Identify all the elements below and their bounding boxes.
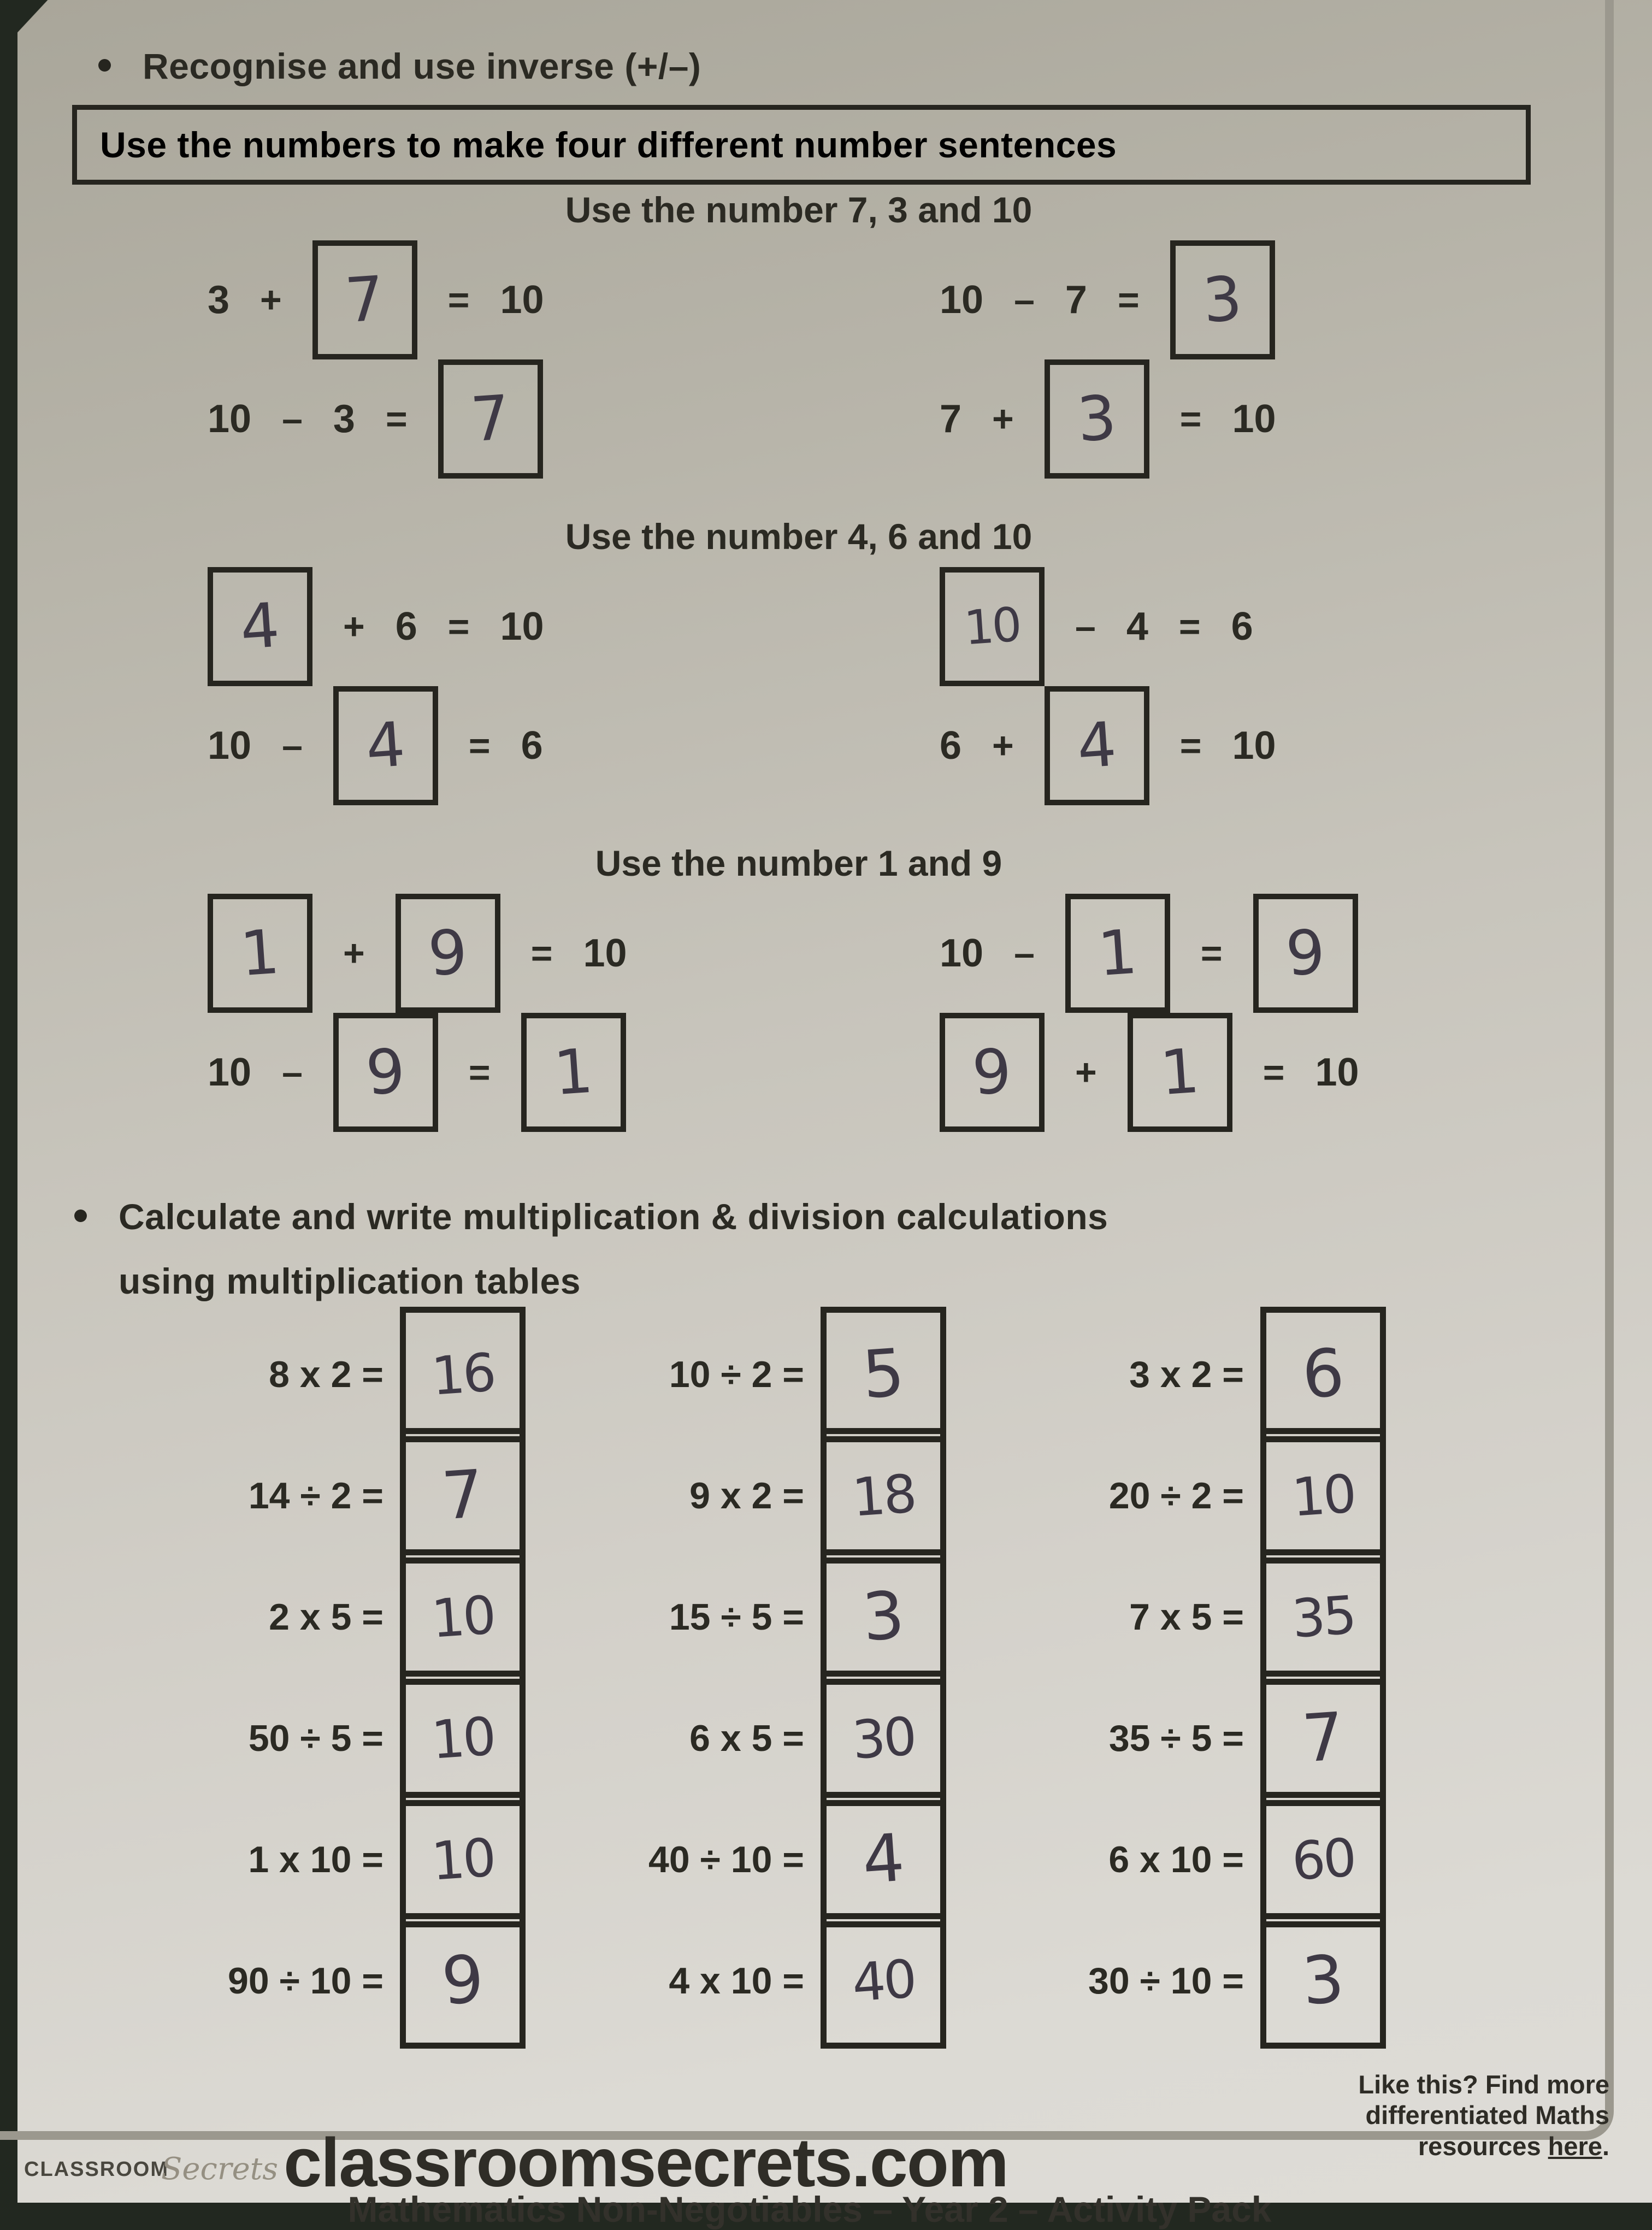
- handwritten-answer: 10: [429, 1584, 496, 1650]
- answer-box: [821, 1913, 946, 2049]
- times-table-problem: [946, 1307, 1386, 1442]
- printed-number: 10: [583, 931, 627, 975]
- operator: =: [468, 1052, 491, 1093]
- printed-number: 10: [208, 397, 252, 441]
- handwritten-answer: 4: [238, 589, 282, 664]
- equation-row: [17, 359, 1580, 479]
- classroom-secrets-logo: [24, 2148, 279, 2187]
- answer-box: [400, 1913, 526, 2049]
- answer-box: [821, 1671, 946, 1806]
- bullet-dot-icon: [98, 59, 111, 72]
- answer-box: [400, 1307, 526, 1442]
- answer-box: [208, 894, 312, 1013]
- operator: =: [1117, 279, 1140, 321]
- times-table-problem: [526, 1792, 946, 1927]
- handwritten-answer: 1: [1095, 916, 1140, 990]
- answer-box: [208, 567, 312, 686]
- equation-row: [17, 686, 1580, 805]
- handwritten-answer: 3: [1200, 263, 1244, 337]
- printed-number: 10: [1232, 397, 1276, 441]
- handwritten-answer: 3: [1300, 1941, 1347, 2020]
- printed-number: 10: [1232, 724, 1276, 768]
- operator: =: [1179, 398, 1202, 440]
- times-table-problem: [526, 1671, 946, 1806]
- number-sentence: [208, 240, 544, 359]
- handwritten-answer: 4: [363, 709, 408, 783]
- promo-line-3-suffix: .: [1602, 2131, 1609, 2161]
- printed-number: 7: [1065, 278, 1087, 322]
- operator: =: [385, 398, 408, 440]
- handwritten-answer: 1: [551, 1035, 595, 1110]
- answer-box: [940, 1013, 1045, 1132]
- handwritten-answer: 5: [860, 1335, 907, 1414]
- handwritten-answer: 1: [238, 916, 282, 990]
- answer-box: [1045, 686, 1149, 805]
- printed-number: 4: [1126, 605, 1148, 648]
- answer-box: [333, 1013, 438, 1132]
- handwritten-answer: 3: [860, 1577, 907, 1656]
- number-sentence: [208, 1013, 626, 1132]
- times-tables-grid: [83, 1307, 1394, 2034]
- answer-box: [1260, 1307, 1386, 1442]
- answer-box: [821, 1307, 946, 1442]
- problem-text: 14 ÷ 2 =: [248, 1475, 384, 1517]
- promo-line-2: differentiated Maths: [1365, 2101, 1609, 2130]
- answer-box: [1260, 1913, 1386, 2049]
- number-sentence: [208, 359, 543, 479]
- number-sentence: [208, 686, 543, 805]
- problem-text: 35 ÷ 5 =: [1108, 1718, 1244, 1759]
- handwritten-answer: 7: [439, 1456, 486, 1535]
- number-sentence-section: [17, 185, 1580, 511]
- answer-box: [1260, 1428, 1386, 1564]
- answer-box: [1253, 894, 1358, 1013]
- footer-pack-info: Mathematics Non-Negotiables – Year 2 – Activity Pack: [347, 2189, 1272, 2229]
- number-sentence: [940, 240, 1275, 359]
- times-table-problem: [83, 1792, 526, 1927]
- problem-text: 2 x 5 =: [269, 1596, 384, 1638]
- times-table-problem: [526, 1913, 946, 2049]
- printed-number: 7: [940, 397, 962, 441]
- operator: =: [1179, 725, 1202, 766]
- handwritten-answer: 7: [468, 382, 512, 456]
- operator: +: [343, 933, 365, 974]
- instruction-text: Use the numbers to make four different number sentences: [100, 125, 1117, 165]
- printed-number: 3: [208, 278, 230, 322]
- problem-text: 15 ÷ 5 =: [669, 1596, 804, 1638]
- problem-text: 10 ÷ 2 =: [669, 1354, 804, 1395]
- printed-number: 10: [1315, 1051, 1359, 1094]
- handwritten-answer: 6: [1300, 1335, 1347, 1414]
- times-table-problem: [83, 1307, 526, 1442]
- answer-box: [438, 359, 543, 479]
- number-sentence: [208, 567, 544, 686]
- answer-box: [940, 567, 1045, 686]
- handwritten-answer: 10: [962, 597, 1022, 656]
- printed-number: 10: [500, 605, 544, 648]
- handwritten-answer: 9: [426, 916, 470, 990]
- handwritten-answer: 10: [429, 1706, 496, 1771]
- times-table-row: [83, 1913, 1394, 2034]
- times-table-problem: [83, 1549, 526, 1685]
- answer-box: [821, 1792, 946, 1927]
- problem-text: 40 ÷ 10 =: [648, 1839, 804, 1880]
- operator: +: [1075, 1052, 1097, 1093]
- number-sentence: [940, 686, 1276, 805]
- logo-secrets-script: Secrets: [161, 2151, 279, 2187]
- answer-box: [1170, 240, 1275, 359]
- handwritten-answer: 16: [429, 1342, 496, 1407]
- times-table-problem: [946, 1549, 1386, 1685]
- times-table-problem: [83, 1671, 526, 1806]
- times-table-problem: [83, 1428, 526, 1564]
- answer-box: [521, 1013, 626, 1132]
- handwritten-answer: 9: [439, 1941, 486, 2020]
- operator: =: [447, 279, 470, 321]
- operator: =: [1262, 1052, 1285, 1093]
- answer-box: [400, 1792, 526, 1927]
- bullet-dot-icon: [74, 1210, 87, 1222]
- printed-number: 10: [208, 1051, 252, 1094]
- answer-box: [1260, 1792, 1386, 1927]
- answer-box: [1260, 1549, 1386, 1685]
- printed-number: 6: [395, 605, 417, 648]
- handwritten-answer: 1: [1158, 1035, 1202, 1110]
- section-heading: Use the number 4, 6 and 10: [565, 516, 1032, 557]
- section-heading: Use the number 1 and 9: [595, 843, 1002, 883]
- problem-text: 1 x 10 =: [248, 1839, 384, 1880]
- printed-number: 6: [1231, 605, 1253, 648]
- handwritten-answer: 40: [850, 1948, 917, 2014]
- objective-text: Recognise and use inverse (+/–): [143, 46, 701, 86]
- handwritten-answer: 7: [343, 263, 387, 337]
- number-sentence-section: [17, 511, 1580, 838]
- handwritten-answer: 18: [850, 1463, 917, 1529]
- times-table-row: [83, 1307, 1394, 1428]
- number-sentence: [940, 894, 1358, 1013]
- printed-number: 6: [940, 724, 962, 768]
- answer-box: [400, 1428, 526, 1564]
- problem-text: 20 ÷ 2 =: [1108, 1475, 1244, 1517]
- times-table-row: [83, 1428, 1394, 1549]
- operator: –: [282, 398, 303, 440]
- handwritten-answer: 9: [1283, 916, 1328, 990]
- number-sentence: [208, 894, 627, 1013]
- problem-text: 30 ÷ 10 =: [1088, 1960, 1244, 2002]
- times-table-problem: [946, 1792, 1386, 1927]
- equation-row: [17, 240, 1580, 359]
- times-table-row: [83, 1549, 1394, 1671]
- operator: +: [992, 725, 1014, 766]
- times-table-problem: [946, 1913, 1386, 2049]
- number-sentence-section: [17, 838, 1580, 1165]
- problem-text: 7 x 5 =: [1129, 1596, 1244, 1638]
- operator: =: [1178, 606, 1201, 647]
- operator: =: [468, 725, 491, 766]
- objective-text: Calculate and write multiplication & division calculations using multiplication tables: [119, 1196, 1108, 1301]
- promo-line-1: Like this? Find more: [1358, 2070, 1609, 2099]
- handwritten-answer: 35: [1290, 1584, 1356, 1650]
- handwritten-answer: 9: [363, 1035, 408, 1110]
- footer-site-url: classroomsecrets.com: [284, 2124, 1008, 2201]
- times-table-problem: [526, 1549, 946, 1685]
- times-table-row: [83, 1671, 1394, 1792]
- equation-row: [17, 1013, 1580, 1132]
- handwritten-answer: 30: [850, 1706, 917, 1771]
- handwritten-answer: 60: [1290, 1827, 1356, 1892]
- worksheet-paper: [17, 0, 1652, 2229]
- times-table-problem: [526, 1428, 946, 1564]
- number-sentence-sections: [17, 185, 1580, 1165]
- operator: +: [260, 279, 282, 321]
- answer-box: [333, 686, 438, 805]
- operator: +: [992, 398, 1014, 440]
- operator: –: [1075, 606, 1096, 647]
- printed-number: 10: [500, 278, 544, 322]
- logo-classroom-text: CLASSROOM: [24, 2158, 169, 2181]
- footer-promo-text: [1358, 2069, 1609, 2162]
- problem-text: 50 ÷ 5 =: [248, 1718, 384, 1759]
- objective-bullet-multiplication: [74, 1184, 1145, 1313]
- answer-box: [821, 1428, 946, 1564]
- operator: =: [1200, 933, 1223, 974]
- handwritten-answer: 10: [429, 1827, 496, 1892]
- answer-box: [1260, 1671, 1386, 1806]
- problem-text: 90 ÷ 10 =: [228, 1960, 384, 2002]
- problem-text: 3 x 2 =: [1129, 1354, 1244, 1395]
- printed-number: 10: [940, 931, 984, 975]
- printed-number: 10: [208, 724, 252, 768]
- answer-box: [1045, 359, 1149, 479]
- equation-row: [17, 567, 1580, 686]
- times-table-problem: [83, 1913, 526, 2049]
- operator: –: [282, 1052, 303, 1093]
- operator: –: [1014, 279, 1035, 321]
- handwritten-answer: 3: [1075, 382, 1119, 456]
- times-table-problem: [526, 1307, 946, 1442]
- promo-here-link: here: [1548, 2131, 1602, 2161]
- operator: =: [447, 606, 470, 647]
- answer-box: [821, 1549, 946, 1685]
- handwritten-answer: 7: [1300, 1698, 1347, 1778]
- answer-box: [1128, 1013, 1232, 1132]
- problem-text: 6 x 5 =: [689, 1718, 804, 1759]
- number-sentence: [940, 1013, 1359, 1132]
- number-sentence: [940, 359, 1276, 479]
- printed-number: 6: [521, 724, 543, 768]
- handwritten-answer: 4: [1075, 709, 1119, 783]
- handwritten-answer: 10: [1290, 1463, 1356, 1529]
- equation-row: [17, 894, 1580, 1013]
- times-table-problem: [946, 1428, 1386, 1564]
- handwritten-answer: 4: [860, 1820, 907, 1899]
- number-sentence: [940, 567, 1253, 686]
- printed-number: 10: [940, 278, 984, 322]
- operator: =: [530, 933, 553, 974]
- answer-box: [312, 240, 417, 359]
- answer-box: [400, 1671, 526, 1806]
- operator: –: [1014, 933, 1035, 974]
- operator: –: [282, 725, 303, 766]
- problem-text: 4 x 10 =: [669, 1960, 804, 2002]
- answer-box: [1065, 894, 1170, 1013]
- answer-box: [400, 1549, 526, 1685]
- section-heading: Use the number 7, 3 and 10: [565, 190, 1032, 230]
- problem-text: 6 x 10 =: [1108, 1839, 1244, 1880]
- printed-number: 3: [333, 397, 355, 441]
- instruction-box: [72, 105, 1531, 185]
- handwritten-answer: 9: [970, 1035, 1014, 1110]
- objective-bullet-inverse: [98, 34, 701, 98]
- answer-box: [396, 894, 500, 1013]
- promo-line-3-prefix: resources: [1418, 2131, 1548, 2161]
- problem-text: 9 x 2 =: [689, 1475, 804, 1517]
- problem-text: 8 x 2 =: [269, 1354, 384, 1395]
- operator: +: [343, 606, 365, 647]
- times-table-problem: [946, 1671, 1386, 1806]
- times-table-row: [83, 1792, 1394, 1913]
